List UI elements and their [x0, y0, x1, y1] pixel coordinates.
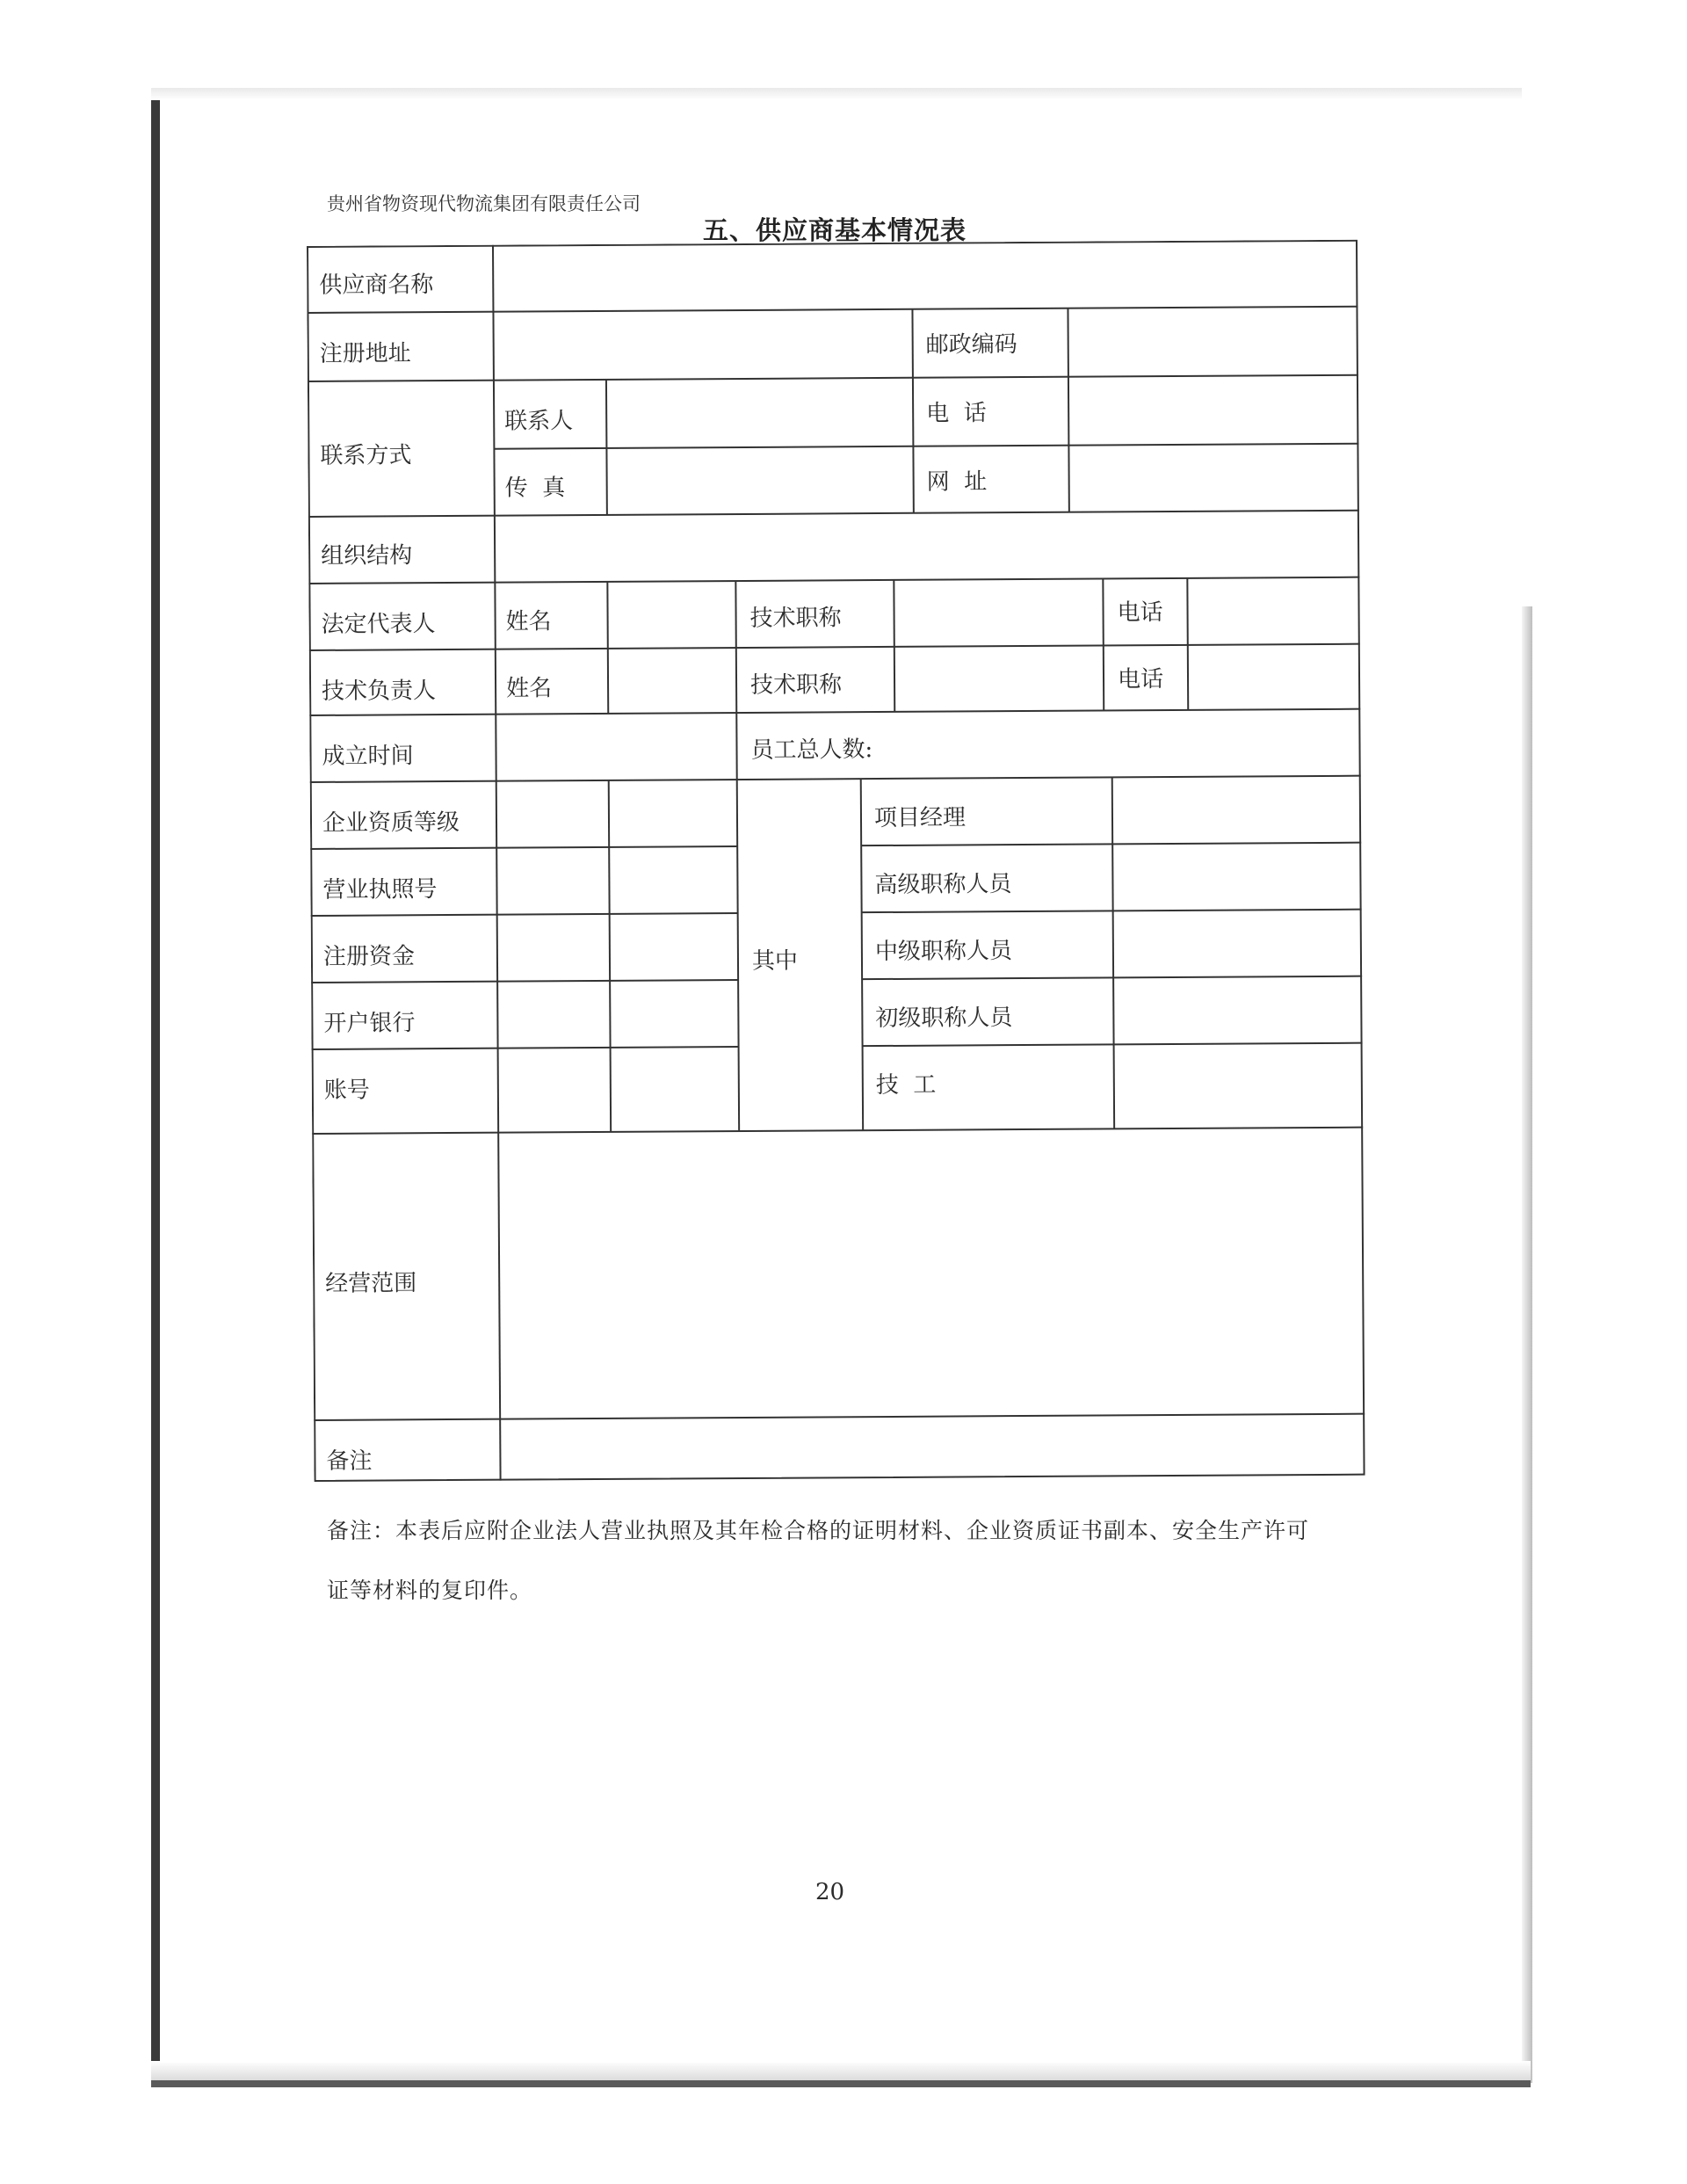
junior-title-field[interactable] — [1115, 978, 1360, 1043]
label-legal-rep: 法定代表人 — [321, 611, 436, 638]
label-website: 网 址 — [926, 468, 988, 496]
label-account: 账号 — [323, 1077, 370, 1104]
label-org-structure: 组织结构 — [321, 542, 413, 570]
label-reg-address: 注册地址 — [319, 340, 411, 367]
label-est-date: 成立时间 — [322, 743, 414, 770]
label-legal-rep-phone: 电话 — [1117, 599, 1163, 627]
scan-paper-edge-right — [1520, 606, 1532, 2083]
org-structure-field[interactable] — [496, 512, 1358, 581]
footnote-line-1: 备注：本表后应附企业法人营业执照及其年检合格的证明材料、企业资质证书副本、安全生产许可 — [327, 1518, 1310, 1543]
label-among: 其中 — [751, 947, 799, 975]
senior-title-field[interactable] — [1114, 845, 1359, 910]
postal-code-field[interactable] — [1069, 308, 1356, 375]
scan-paper-edge-left — [151, 88, 160, 2083]
reg-capital-field[interactable] — [499, 915, 736, 980]
label-phone-contact: 电 话 — [926, 400, 987, 427]
technician-field[interactable] — [1116, 1045, 1362, 1128]
label-senior-title: 高级职称人员 — [874, 871, 1012, 899]
label-contact-person: 联系人 — [504, 408, 574, 435]
label-project-manager: 项目经理 — [873, 804, 967, 832]
fax-field[interactable] — [608, 448, 911, 513]
legal-rep-title-field[interactable] — [895, 580, 1101, 644]
label-bank: 开户银行 — [323, 1010, 416, 1037]
form-title: 五、供应商基本情况表 — [703, 215, 967, 245]
footnote-line-2: 证等材料的复印件。 — [327, 1578, 533, 1603]
total-staff-field[interactable] — [889, 711, 1358, 777]
page-number: 20 — [815, 1879, 845, 1905]
label-contact-method: 联系方式 — [320, 442, 412, 469]
scan-paper-edge-bottom — [151, 2061, 1531, 2080]
label-mid-title: 中级职称人员 — [874, 938, 1013, 966]
qualification-field[interactable] — [498, 781, 735, 846]
label-postal-code: 邮政编码 — [925, 331, 1017, 359]
label-supplier-name: 供应商名称 — [319, 272, 434, 299]
label-tech-lead-name: 姓名 — [505, 675, 553, 702]
label-tech-lead-title: 技术职称 — [749, 671, 843, 699]
supplier-info-form — [307, 240, 1365, 1482]
label-tech-lead-phone: 电话 — [1117, 666, 1164, 693]
tech-lead-title-field[interactable] — [896, 647, 1102, 709]
project-manager-field[interactable] — [1114, 778, 1359, 843]
label-total-staff: 员工总人数: — [750, 736, 873, 764]
reg-address-field[interactable] — [495, 311, 910, 379]
business-scope-field[interactable] — [500, 1129, 1363, 1418]
bank-field[interactable] — [499, 982, 736, 1047]
label-qualification: 企业资质等级 — [322, 809, 460, 837]
scan-paper-shadow-bottom — [151, 2080, 1531, 2087]
remarks-field[interactable] — [502, 1416, 1363, 1479]
mid-title-field[interactable] — [1115, 911, 1360, 976]
label-reg-capital: 注册资金 — [322, 943, 416, 970]
contact-phone-field[interactable] — [1070, 377, 1357, 444]
label-legal-rep-name: 姓名 — [505, 608, 552, 635]
label-legal-rep-title: 技术职称 — [749, 605, 842, 632]
label-technician: 技 工 — [875, 1071, 937, 1099]
legal-rep-phone-field[interactable] — [1189, 579, 1358, 643]
label-remarks: 备注 — [326, 1448, 373, 1475]
supplier-name-field[interactable] — [495, 242, 1356, 310]
label-junior-title: 初级职称人员 — [875, 1005, 1013, 1033]
label-business-scope: 经营范围 — [325, 1270, 417, 1297]
license-no-field[interactable] — [498, 848, 735, 913]
est-date-field[interactable] — [497, 715, 735, 780]
tech-lead-name-field[interactable] — [610, 649, 735, 712]
website-field[interactable] — [1070, 446, 1357, 511]
account-field[interactable] — [500, 1048, 738, 1131]
legal-rep-name-field[interactable] — [609, 583, 734, 647]
label-license-no: 营业执照号 — [322, 876, 438, 903]
tech-lead-phone-field[interactable] — [1190, 646, 1358, 708]
label-tech-lead: 技术负责人 — [322, 678, 437, 705]
contact-person-field[interactable] — [608, 380, 911, 446]
label-fax: 传 真 — [504, 475, 566, 502]
company-header: 贵州省物资现代物流集团有限责任公司 — [327, 193, 641, 214]
